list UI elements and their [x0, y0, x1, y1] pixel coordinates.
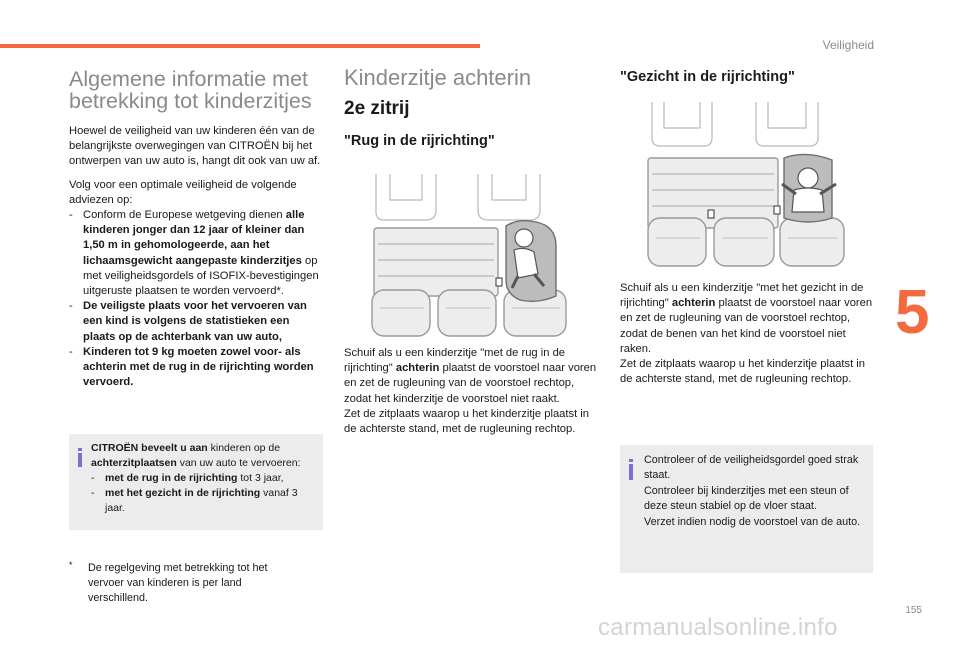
- info-icon: [77, 448, 83, 467]
- top-accent-bar: [0, 44, 480, 48]
- info-sublist: [91, 471, 319, 516]
- forward-facing-instructions: [620, 281, 876, 357]
- list-item: - Kinderen tot 9 kg moeten zowel voor- als achterin met de rug in de rijrichting worden vervoerd.: [69, 345, 314, 389]
- watermark: carmanualsonline.info: [598, 614, 838, 641]
- info-bold: met de rug in de rijrichting: [105, 472, 238, 484]
- info-box-checks: [620, 445, 873, 573]
- info-text-plain: tot 3 jaar,: [237, 472, 284, 484]
- forward-facing-heading: "Gezicht in de rijrichting": [620, 69, 795, 85]
- section-title-line1: Algemene informatie met: [69, 67, 308, 91]
- info-icon: [628, 459, 634, 480]
- section-label: Veiligheid: [822, 38, 874, 52]
- footnote-text: De regelgeving met betrekking tot het vervoer van kinderen is per land verschillend.: [88, 562, 268, 605]
- list-item: - Conform de Europese wetgeving dienen alle kinderen jonger dan 12 jaar of kleiner dan 1,50 m in gehomologeerde, aan het lichaamsgewicht aangepaste kinderzitjes op met veiligheidsgordels of ISOFIX-bevestigingen uitgeruste plaatsen te worden vervoerd*.: [69, 209, 319, 298]
- page-number: 155: [905, 605, 922, 616]
- instruction-text: Schuif als u een kinderzitje "met de rug in de rijrichting": [344, 347, 566, 375]
- right-body: [620, 281, 876, 387]
- info-text-plain: kinderen op de: [207, 442, 281, 454]
- instruction-text: Schuif als u een kinderzitje "met het gezicht in de rijrichting": [620, 282, 864, 310]
- instruction-text: plaatst de voorstoel naar voren en zet de rugleuning van de voorstoel rechtop, zodat de benen van het kind de voorstoel niet raken.: [620, 297, 873, 355]
- rear-facing-seat-position: Zet de zitplaats waarop u het kinderzitje plaatst in de achterste stand, met de rugleuning rechtop.: [344, 407, 590, 436]
- list-item: - De veiligste plaats voor het vervoeren van een kind is volgens de statistieken een plaats op de achterbank van uw auto,: [69, 300, 307, 343]
- list-item: - met het gezicht in de rijrichting vanaf 3 jaar.: [91, 487, 298, 514]
- forward-facing-seat-position: Zet de zitplaats waarop u het kinderzitje plaatst in de achterste stand, met de rugleuning rechtop.: [620, 358, 866, 386]
- list-item-bold: alle kinderen jonger dan 12 jaar of kleiner dan 1,50 m in gehomologeerde, aan het lichaamsgewicht aangepaste kinderzitjes: [83, 209, 305, 267]
- instruction-bold: achterin: [395, 362, 440, 375]
- list-item-text: op met veiligheidsgordels of ISOFIX-bevestigingen uitgeruste plaatsen te worden vervoerd*.: [83, 254, 319, 298]
- forward-facing-illustration: [646, 98, 858, 270]
- chapter-number: 5: [895, 278, 930, 347]
- section-title: [69, 68, 323, 112]
- rear-facing-heading: "Rug in de rijrichting": [344, 133, 495, 149]
- info-bold: achterzitplaatsen: [91, 457, 177, 469]
- info-text-plain: van uw auto te vervoeren:: [176, 457, 301, 469]
- list-item-text: Conform de Europese wetgeving dienen: [83, 209, 286, 222]
- instruction-bold: achterin: [671, 297, 716, 310]
- list-item: - met de rug in de rijrichting tot 3 jaar,: [91, 472, 284, 484]
- info-bold: met het gezicht in de rijrichting: [105, 487, 261, 499]
- footnote: [69, 561, 299, 607]
- middle-subtitle: 2e zitrij: [344, 98, 410, 119]
- list-item-bold: Kinderen tot 9 kg moeten zowel voor- als achterin met de rug in de rijrichting worden vervoerd.: [83, 345, 314, 389]
- middle-title: Kinderzitje achterin: [344, 65, 532, 90]
- middle-column: [344, 66, 600, 150]
- footnote-mark: *: [69, 560, 73, 570]
- middle-body: [344, 346, 600, 437]
- rear-facing-instructions: [344, 346, 600, 407]
- info-bold: CITROËN beveelt u aan: [91, 442, 208, 454]
- rear-facing-illustration: [368, 170, 578, 338]
- list-item-bold: De veiligste plaats voor het vervoeren van een kind is volgens de statistieken een plaats op de achterbank van uw auto,: [83, 300, 307, 343]
- section-title-line2: betrekking tot kinderzitjes: [69, 89, 312, 113]
- right-column: [620, 68, 876, 86]
- intro-paragraph: Hoewel de veiligheid van uw kinderen één van de belangrijkste overwegingen van CITROËN bij het ontwerpen van uw auto is, hangt dit ook van uw af.: [69, 125, 321, 168]
- left-column: [69, 68, 323, 390]
- info-text-plain: vanaf 3 jaar.: [105, 487, 298, 514]
- advice-intro: Volg voor een optimale veiligheid de volgende adviezen op:: [69, 178, 297, 206]
- info-text: Controleer of de veiligheidsgordel goed strak staat. Controleer bij kinderzitjes met een steun of deze steun stabiel op de vloer staat. Verzet indien nodig de voorstoel van de auto.: [644, 454, 861, 528]
- instruction-text: plaatst de voorstoel naar voren en zet de rugleuning van de voorstoel rechtop, zodat het kinderzitje de voorstoel niet raakt.: [344, 362, 597, 405]
- advice-list: [69, 208, 323, 390]
- info-box-recommendation: [69, 434, 323, 530]
- info-text: [91, 441, 319, 516]
